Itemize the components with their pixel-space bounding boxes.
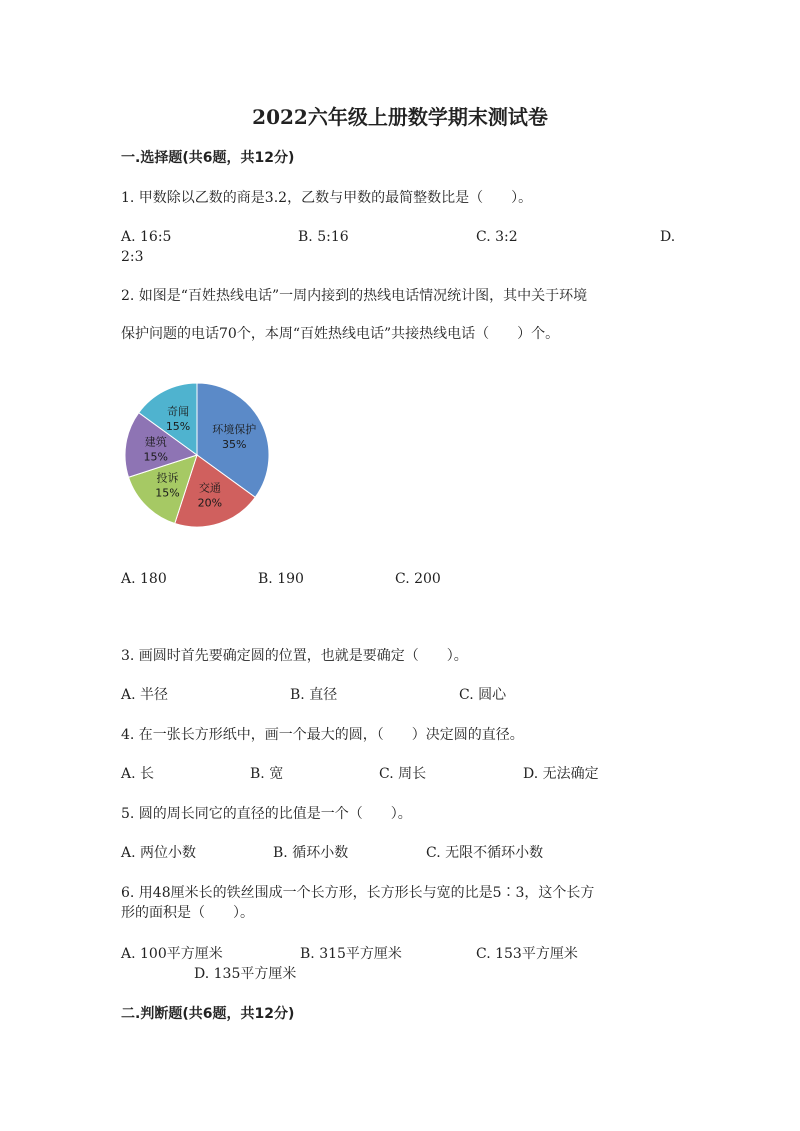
q2-option-a: A. 180 <box>121 571 167 587</box>
question-1: 1. 甲数除以乙数的商是3.2，乙数与甲数的最简整数比是（ ）。 <box>121 190 533 206</box>
q5-option-c: C. 无限不循环小数 <box>426 845 544 861</box>
q6-option-c: C. 153平方厘米 <box>476 946 578 962</box>
pie-percent-label: 35% <box>221 438 247 452</box>
pie-category-label: 建筑 <box>144 435 167 449</box>
pie-percent-label: 15% <box>155 486 180 500</box>
pie-category-label: 交通 <box>198 481 221 495</box>
pie-category-label: 环境保护 <box>212 423 257 437</box>
pie-chart <box>120 378 280 538</box>
q5-option-a: A. 两位小数 <box>121 845 197 861</box>
q2-option-c: C. 200 <box>395 571 441 587</box>
q3-option-a: A. 半径 <box>121 687 169 703</box>
question-2-line2: 保护问题的电话70个，本周“百姓热线电话”共接热线电话（ ）个。 <box>121 326 560 342</box>
q2-option-b: B. 190 <box>258 571 304 587</box>
question-2-line1: 2. 如图是“百姓热线电话”一周内接到的热线电话情况统计图，其中关于环境 <box>121 288 588 304</box>
q4-option-c: C. 周长 <box>379 766 427 782</box>
pie-category-label: 投诉 <box>156 471 179 485</box>
question-6-line1: 6. 用48厘米长的铁丝围成一个长方形，长方形长与宽的比是5∶3，这个长方 <box>121 885 595 901</box>
question-3: 3. 画圆时首先要确定圆的位置，也就是要确定（ ）。 <box>121 648 468 664</box>
q4-option-b: B. 宽 <box>250 766 284 782</box>
question-5: 5. 圆的周长同它的直径的比值是一个（ ）。 <box>121 806 412 822</box>
question-4: 4. 在一张长方形纸中，画一个最大的圆，（ ）决定圆的直径。 <box>121 727 524 743</box>
section-heading-choice: 一.选择题(共6题，共12分) <box>121 150 295 166</box>
q3-option-b: B. 直径 <box>290 687 338 703</box>
q1-option-d-value: 2:3 <box>121 249 144 265</box>
question-6-line2: 形的面积是（ ）。 <box>121 905 254 921</box>
q6-option-a: A. 100平方厘米 <box>121 946 223 962</box>
q1-option-a: A. 16:5 <box>121 229 172 245</box>
q5-option-b: B. 循环小数 <box>273 845 349 861</box>
q6-option-d: D. 135平方厘米 <box>194 966 297 982</box>
pie-percent-label: 15% <box>165 419 191 433</box>
pie-category-label: 奇闻 <box>167 404 190 418</box>
q1-option-b: B. 5:16 <box>298 229 349 245</box>
q3-option-c: C. 圆心 <box>459 687 507 703</box>
section-heading-judgement: 二.判断题(共6题，共12分) <box>121 1006 295 1022</box>
page-title: 2022六年级上册数学期末测试卷 <box>252 105 548 129</box>
pie-percent-label: 20% <box>197 496 223 510</box>
q4-option-a: A. 长 <box>121 766 155 782</box>
pie-percent-label: 15% <box>143 450 168 464</box>
q1-option-c: C. 3:2 <box>476 229 518 245</box>
q4-option-d: D. 无法确定 <box>523 766 599 782</box>
q6-option-b: B. 315平方厘米 <box>300 946 402 962</box>
q1-option-d: D. <box>660 229 676 245</box>
